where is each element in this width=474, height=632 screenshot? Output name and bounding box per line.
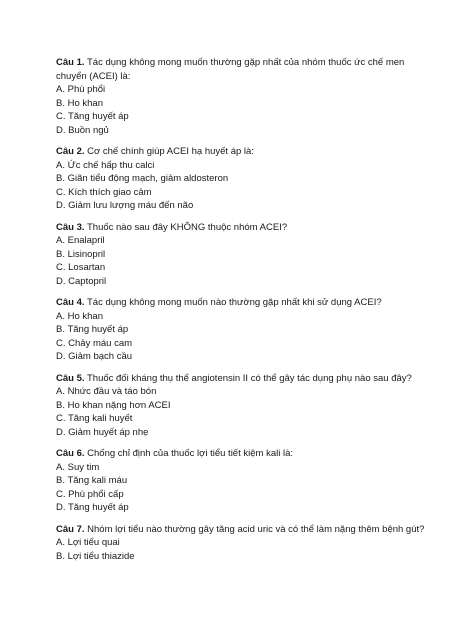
question-1 bbox=[56, 56, 426, 137]
question-text bbox=[56, 145, 426, 159]
answer-option: B. Lisinopril bbox=[56, 248, 106, 260]
question-stem: Thuốc đối kháng thụ thể angiotensin II có thể gây tác dụng phụ nào sau đây? bbox=[84, 372, 412, 384]
answer-option: A. Ho khan bbox=[56, 310, 103, 322]
question-text bbox=[56, 221, 426, 235]
answer-option: B. Ho khan nặng hơn ACEI bbox=[56, 399, 171, 411]
question-list bbox=[56, 56, 426, 571]
answer-option: C. Phù phổi cấp bbox=[56, 488, 124, 500]
question-stem: Cơ chế chính giúp ACEI hạ huyết áp là: bbox=[84, 146, 254, 157]
question-stem: Thuốc nào sau đây KHÔNG thuộc nhóm ACEI? bbox=[84, 221, 288, 233]
answer-option: A. Nhức đầu và táo bón bbox=[56, 386, 157, 397]
answer-option: B. Lợi tiểu thiazide bbox=[56, 550, 135, 562]
answer-option: D. Buồn ngủ bbox=[56, 124, 109, 136]
question-text bbox=[56, 296, 426, 310]
question-5 bbox=[56, 372, 426, 440]
answer-option: B. Ho khan bbox=[56, 97, 103, 109]
answer-option: C. Kích thích giao cảm bbox=[56, 186, 152, 198]
answer-option: A. Lợi tiểu quai bbox=[56, 537, 120, 548]
question-stem: Chống chỉ định của thuốc lợi tiểu tiết kiệm kali là: bbox=[84, 448, 293, 459]
answer-option: A. Phù phổi bbox=[56, 84, 106, 95]
answer-option: B. Tăng kali máu bbox=[56, 475, 128, 486]
question-text bbox=[56, 56, 426, 83]
question-stem: Nhóm lợi tiểu nào thường gây tăng acid uric và có thể làm nặng thêm bệnh gút? bbox=[84, 523, 425, 535]
question-stem: Tác dụng không mong muốn thường gặp nhất của nhóm thuốc ức chế men chuyển (ACEI) là: bbox=[56, 57, 405, 82]
answer-option: D. Captopril bbox=[56, 275, 107, 287]
answer-option: A. Enalapril bbox=[56, 235, 105, 246]
answer-option: A. Ức chế hấp thu calci bbox=[56, 159, 155, 171]
answer-option: C. Chảy máu cam bbox=[56, 337, 133, 349]
question-text bbox=[56, 447, 426, 461]
answer-option: B. Tăng huyết áp bbox=[56, 324, 129, 335]
question-4 bbox=[56, 296, 426, 364]
answer-option: C. Tăng huyết áp bbox=[56, 111, 129, 122]
answer-option: D. Giảm bạch cầu bbox=[56, 351, 133, 362]
answer-option: C. Losartan bbox=[56, 262, 106, 273]
question-7 bbox=[56, 523, 426, 564]
answer-option: D. Giảm huyết áp nhẹ bbox=[56, 426, 149, 438]
question-number: Câu 2. bbox=[56, 146, 85, 157]
question-text bbox=[56, 523, 426, 537]
question-3 bbox=[56, 221, 426, 289]
answer-option: D. Tăng huyết áp bbox=[56, 502, 129, 513]
question-2 bbox=[56, 145, 426, 213]
question-number: Câu 5. bbox=[56, 372, 85, 384]
question-stem: Tác dụng không mong muốn nào thường gặp nhất khi sử dụng ACEI? bbox=[84, 297, 382, 308]
question-number: Câu 7. bbox=[56, 523, 85, 535]
answer-option: D. Giảm lưu lượng máu đến não bbox=[56, 200, 194, 211]
answer-option: C. Tăng kali huyết bbox=[56, 413, 133, 424]
question-number: Câu 4. bbox=[56, 297, 85, 308]
question-number: Câu 6. bbox=[56, 448, 85, 459]
question-6 bbox=[56, 447, 426, 515]
question-number: Câu 1. bbox=[56, 57, 85, 68]
question-number: Câu 3. bbox=[56, 221, 85, 233]
answer-option: B. Giãn tiểu động mạch, giảm aldosteron bbox=[56, 173, 229, 184]
question-text bbox=[56, 372, 426, 386]
answer-option: A. Suy tim bbox=[56, 461, 100, 473]
